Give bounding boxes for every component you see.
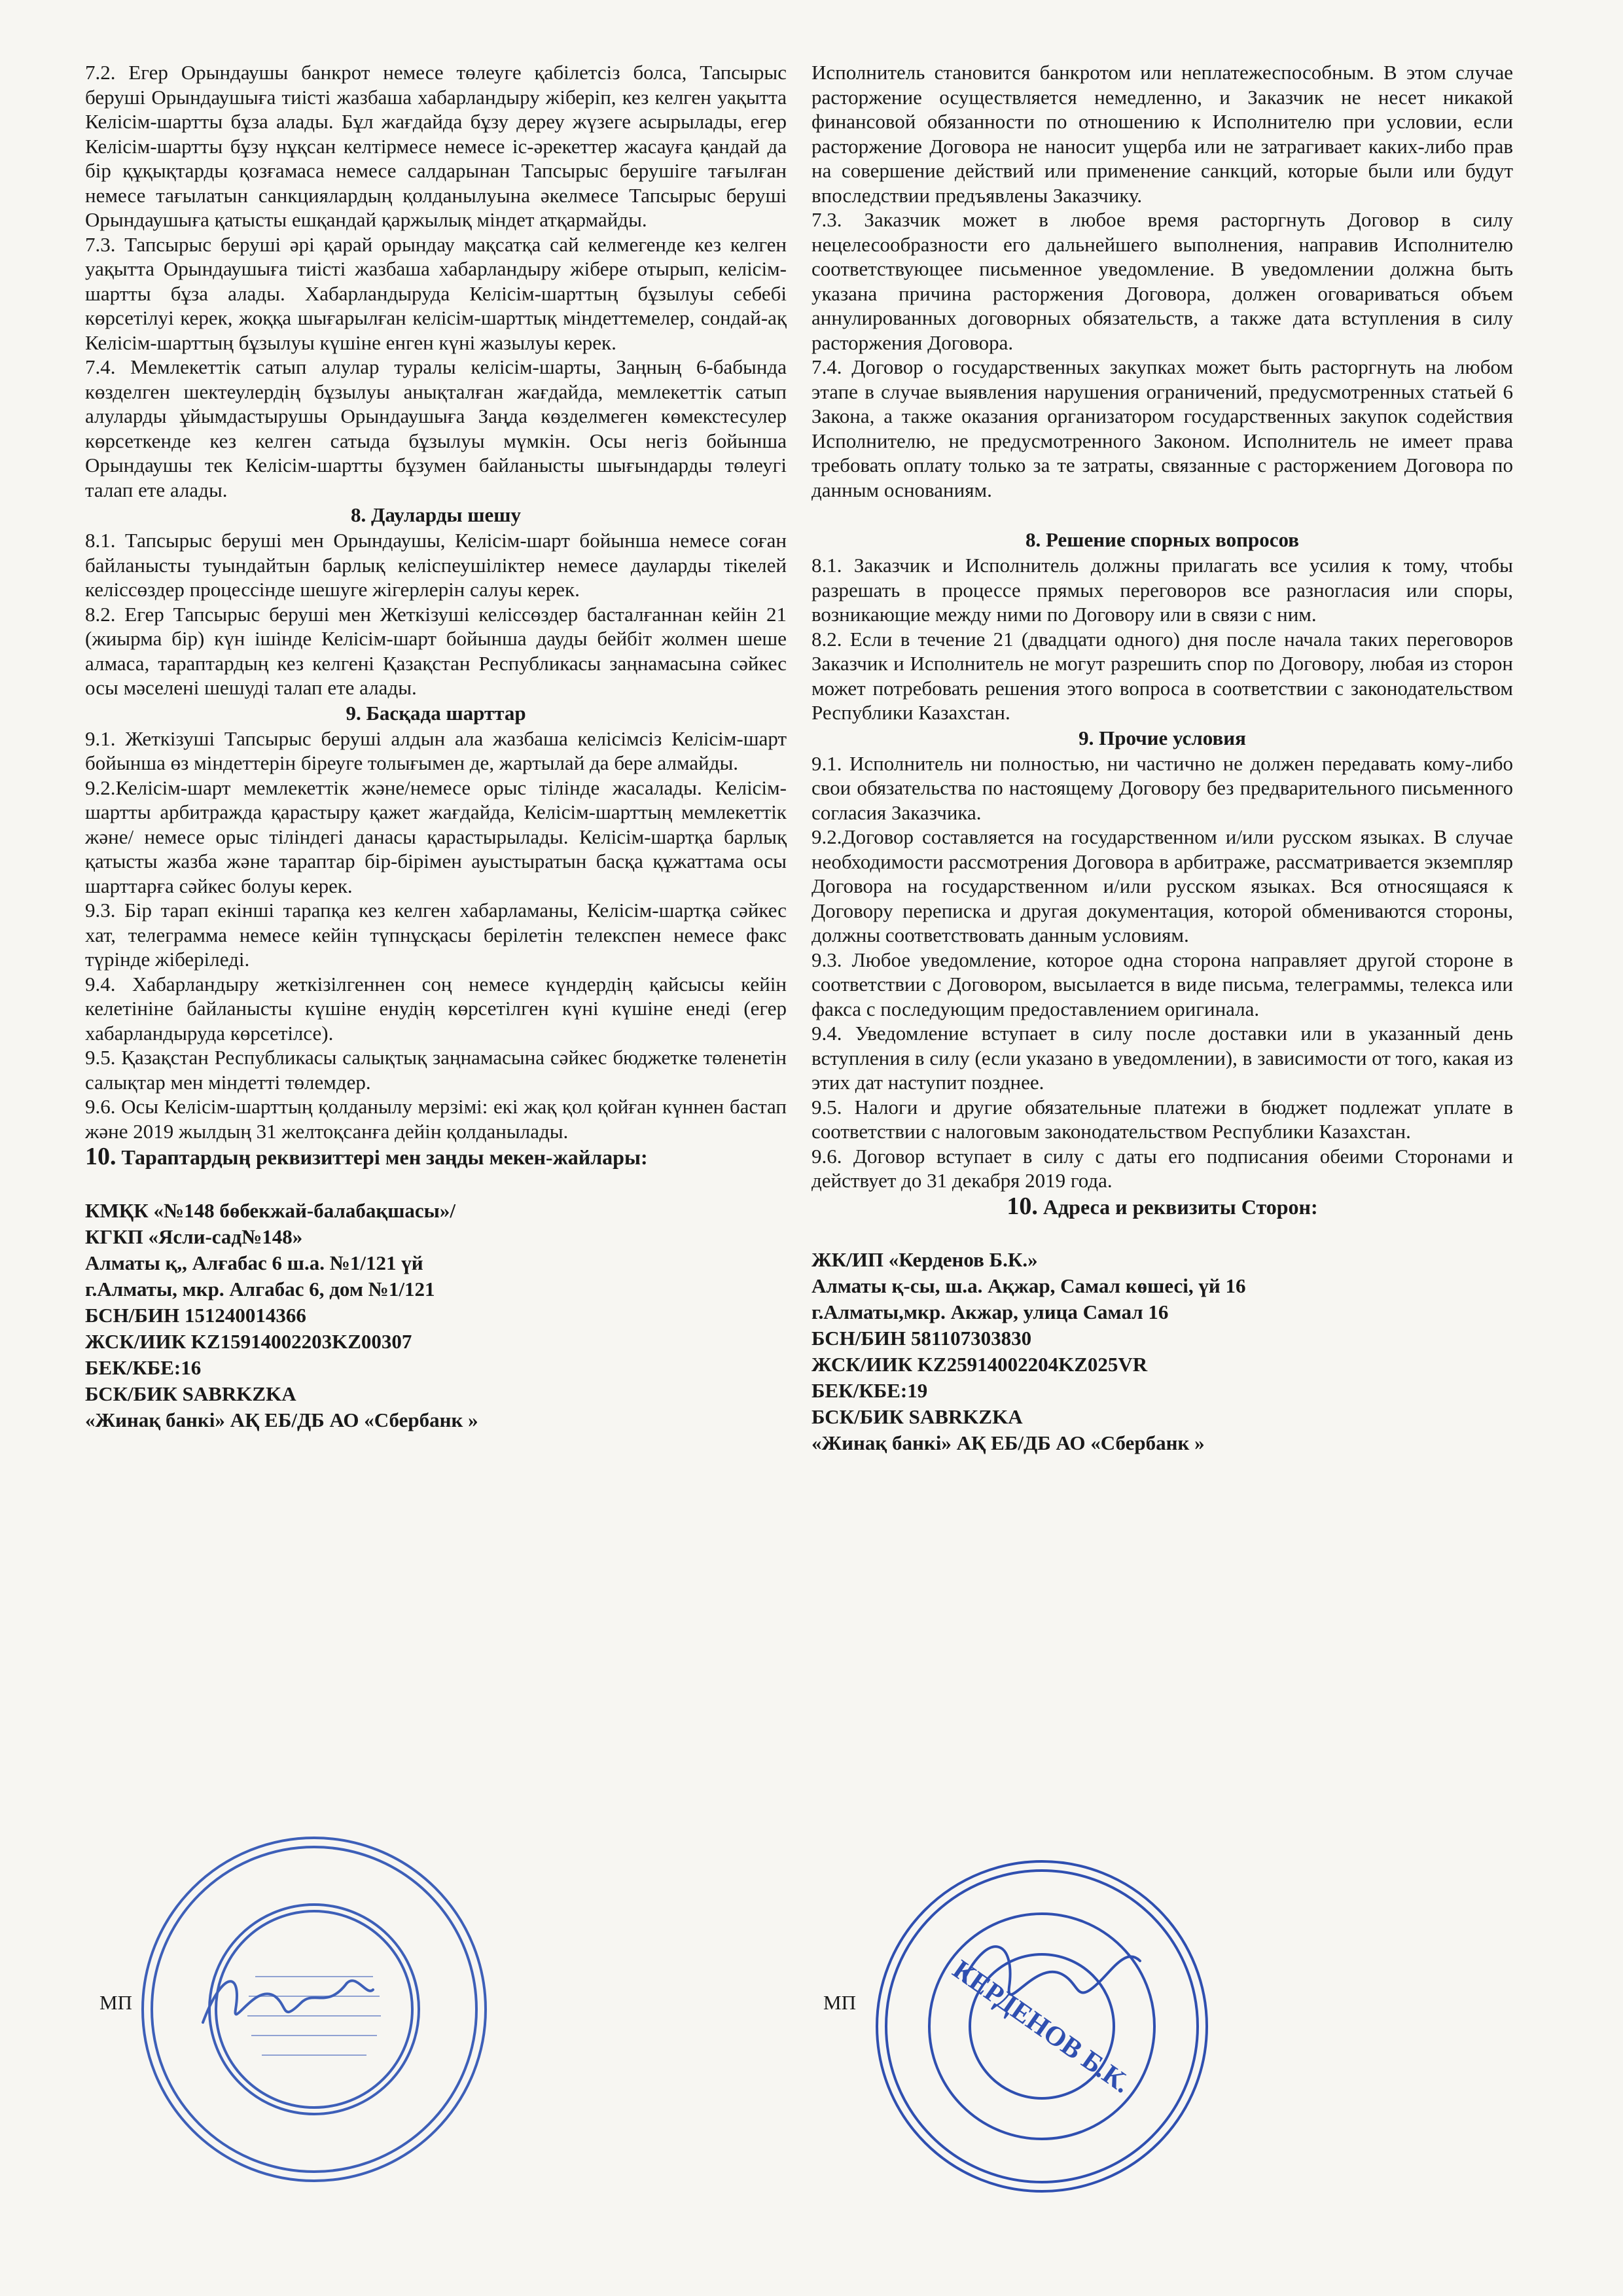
kz-heading-8: 8. Дауларды шешу [351, 503, 521, 526]
kz-seal-place-label: МП [99, 1991, 132, 2014]
kz-clause-9-2: 9.2.Келісім-шарт мемлекеттік және/немесе орыс тілінде жасалады. Келісім-шартты арбитражда қарастыру қажет жағдайда, Келісім-шарттың мемлекеттік және/ немесе орыс тіліндегі данасы қарастырылады. Келісім-шартқа барлық қатысты жазба және тараптар бір-бірімен ауыстыратын басқа құжаттама осы шарттарға сәйкес болуы керек. [85, 776, 787, 897]
kz-requisite-line: г.Алматы, мкр. Алгабас 6, дом №1/121 [85, 1277, 435, 1300]
kazakh-column [85, 60, 787, 1433]
ru-clause-9-1: 9.1. Исполнитель ни полностью, ни частично не должен передавать кому-либо свои обязательства по настоящему Договору без предварительного письменного согласия Заказчика. [812, 751, 1513, 824]
ru-seal-place-label: МП [823, 1991, 856, 2014]
kz-clause-8-1: 8.1. Тапсырыс беруші мен Орындаушы, Келісім-шарт бойынша немесе соған байланысты туындайтын барлық келіспеушіліктер немесе дауларды тікелей келіссөздер процессінде шешуге жігерлерін салуы керек. [85, 529, 787, 601]
kz-requisite-line: КМҚК «№148 бөбекжай-балабақшасы»/ [85, 1198, 455, 1222]
russian-column [812, 60, 1513, 1456]
kz-clause-7-2: 7.2. Егер Орындаушы банкрот немесе төлеуге қабілетсіз болса, Тапсырыс беруші Орындаушыға тиісті жазбаша хабарландыру жіберіп, кез келген уақытта Келісім-шартты бұза алады. Бұл жағдайда бұзу дереу жүзеге асырылады, егер Келісім-шартты бұзу нұқсан келтірмесе немесе іс-әрекеттер жасауға қандай да бір құқықтарды қозғамаса немесе салдарынан Тапсырыс берушіге тағылған немесе тағылатын санкциялардың қолданылуына әкелмесе Тапсырыс беруші Орындаушыға қатысты ешқандай қаржылық міндет атқармайды. [85, 61, 787, 231]
ru-entrepreneur-stamp [865, 1850, 1219, 2203]
kz-heading-9: 9. Басқада шарттар [346, 701, 526, 725]
ru-clause-7-3: 7.3. Заказчик может в любое время расторгнуть Договор в силу нецелесообразности его дальнейшего выполнения, направив Исполнителю соответствующее письменное уведомление. В уведомлении должна быть указана причина расторжения Договора, должен оговариваться объем аннулированных договорных обязательств, а также дата вступления в силу расторжения Договора. [812, 208, 1513, 354]
kz-clause-7-4: 7.4. Мемлекеттік сатып алулар туралы келісім-шарты, Заңның 6-бабында көзделген шектеулердің бұзылуы анықталған жағдайда, мемлекеттік сатып алуларды ұйымдастырушы Орындаушыға Заңда көзделмеген көмекстесулер көрсеткенде кез келген сатыда бұзылуы мүмкін. Осы негіз бойынша Орындаушы тек Келісім-шартты бұзумен байланысты шығындарды төлеугі талап ете алады. [85, 355, 787, 501]
ru-requisites-block [812, 1247, 1513, 1456]
ru-heading-10: 10. Адреса и реквизиты Сторон: [1007, 1192, 1318, 1220]
kz-clause-9-1: 9.1. Жеткізуші Тапсырыс беруші алдын ала жазбаша келісімсіз Келісім-шарт бойынша өз міндеттерін біреуге толығымен де, жартылай да бере алмайды. [85, 726, 787, 774]
ru-heading-8: 8. Решение спорных вопросов [1026, 528, 1299, 551]
kz-requisite-line: БЕК/КБЕ:16 [85, 1355, 202, 1379]
kz-clause-9-4: 9.4. Хабарландыру жеткізілгеннен соң немесе күндердің қайсысы кейін келетініне байланысты күшіне енудің көрсетілген күні күшіне енеді (егер хабарландыруда көрсетілсе). [85, 972, 787, 1045]
ru-clause-8-2: 8.2. Если в течение 21 (двадцати одного) дня после начала таких переговоров Заказчик и Исполнитель не могут разрешить спор по Договору, любая из сторон может потребовать решения этого вопроса в соответствии с законодательством Республики Казахстан. [812, 627, 1513, 724]
ru-requisite-line: БСК/БИК SABRKZKA [812, 1405, 1023, 1428]
ru-clause-7-4: 7.4. Договор о государственных закупках может быть расторгнуть на любом этапе в случае выявления нарушения ограничений, предусмотренных статьей 6 Закона, а также оказания организатором государственных закупок содействия Исполнителю, не предусмотренного Законом. Исполнитель не имеет права требовать оплату только за те затраты, связанные с расторжением Договора по данным основаниям. [812, 355, 1513, 501]
ru-requisite-line: г.Алматы,мкр. Акжар, улица Самал 16 [812, 1300, 1169, 1323]
kz-requisites-block [85, 1198, 787, 1433]
ru-clause-9-6: 9.6. Договор вступает в силу с даты его подписания обеими Сторонами и действует до 31 декабря 2019 года. [812, 1144, 1513, 1192]
ru-heading-9: 9. Прочие условия [1079, 726, 1246, 749]
kz-clause-7-3: 7.3. Тапсырыс беруші әрі қарай орындау мақсатқа сай келмегенде кез келген уақытта Орындаушыға тиісті жазбаша хабарландыру жібере отырып, келісім-шартты бұза алады. Хабарландыруда Келісім-шарттың бұзылуы себебі көрсетілуі керек, жоққа шығарылған келісім-шарттық міндеттемелер, сондай-ақ Келісім-шарттың бұзылуы күшіне енген күні жазылуы керек. [85, 232, 787, 354]
kz-requisite-line: БСН/БИН 151240014366 [85, 1303, 306, 1327]
ru-requisite-line: ЖСК/ИИК KZ25914002204KZ025VR [812, 1353, 1148, 1376]
kz-clause-9-3: 9.3. Бір тарап екінші тарапқа кез келген хабарламаны, Келісім-шартқа сәйкес хат, телеграмма немесе кейін түпнұсқасы берілетін телекспен немесе факс түрінде жіберіледі. [85, 899, 787, 971]
ru-clause-9-4: 9.4. Уведомление вступает в силу после доставки или в указанный день вступления в силу (если указано в уведомлении), в зависимости от того, какая из этих дат наступит позднее. [812, 1022, 1513, 1094]
ru-requisite-line: БЕК/КБЕ:19 [812, 1379, 928, 1402]
kz-clause-9-6: 9.6. Осы Келісім-шарттың қолданылу мерзімі: екі жақ қол қойған күннен бастап және 2019 жылдың 31 желтоқсанға дейін қолданылады. [85, 1095, 787, 1143]
ru-clause-8-1: 8.1. Заказчик и Исполнитель должны прилагать все усилия к тому, чтобы разрешать в процессе прямых переговоров все разногласия или споры, возникающие между ними по Договору или в связи с ним. [812, 554, 1513, 626]
kz-clause-9-5: 9.5. Қазақстан Республикасы салықтық заңнамасына сәйкес бюджетке төленетін салықтар мен міндетті төлемдер. [85, 1046, 787, 1094]
ru-requisite-line: «Жинақ банкі» АҚ ЕБ/ДБ АО «Сбербанк » [812, 1431, 1205, 1454]
ru-requisite-line: ЖК/ИП «Керденов Б.К.» [812, 1248, 1038, 1271]
ru-clause-9-2: 9.2.Договор составляется на государственном и/или русском языках. В случае необходимости рассмотрения Договора в арбитраже, рассматривается экземпляр Договора на государственном и/или русском языках. Вся относящаяся к Договору переписка и другая документация, которой обмениваются стороны, должны соответствовать данным условиям. [812, 825, 1513, 946]
kz-requisite-line: Алматы қ,, Алғабас 6 ш.а. №1/121 үй [85, 1251, 423, 1274]
kz-requisite-line: ЖСК/ИИК KZ15914002203KZ00307 [85, 1329, 412, 1353]
ru-clause-7-2-cont: Исполнитель становится банкротом или неплатежеспособным. В этом случае расторжение осуществляется немедленно, и Заказчик не несет никакой финансовой обязанности по отношению к Исполнителю при условии, если расторжение Договора не наносит ущерба или не затрагивает каких-либо прав на совершение действий или применение санкций, которые были или будут впоследствии предъявлены Заказчику. [812, 61, 1513, 207]
ru-requisite-line: БСН/БИН 581107303830 [812, 1327, 1032, 1350]
ru-clause-9-3: 9.3. Любое уведомление, которое одна сторона направляет другой стороне в соответствии с Договором, высылается в виде письма, телеграммы, телекса или факса с последующим предоставлением оригинала. [812, 948, 1513, 1020]
kz-requisite-line: КГКП «Ясли-сад№148» [85, 1225, 303, 1248]
kz-signature [196, 1957, 380, 2049]
kz-requisite-line: «Жинақ банкі» АҚ ЕБ/ДБ АО «Сбербанк » [85, 1408, 478, 1431]
kz-requisite-line: БСК/БИК SABRKZKA [85, 1382, 296, 1405]
kz-clause-8-2: 8.2. Егер Тапсырыс беруші мен Жеткізуші келіссөздер басталғаннан кейін 21 (жиырма бір) күн ішінде Келісім-шарт бойынша дауды бейбіт жолмен шеше алмаса, тараптардың кез келгені Қазақстан Республикасы заңнамасына сәйкес осы мәселені шешуді талап ете алады. [85, 602, 787, 699]
kz-heading-10: 10. Тараптардың реквизиттері мен заңды мекен-жайлары: [85, 1143, 648, 1170]
ru-requisite-line: Алматы қ-сы, ш.а. Ақжар, Самал көшесі, үй 16 [812, 1274, 1246, 1297]
ru-stamp-center-name: КЕРДЕНОВ Б.К. [947, 1954, 1136, 2100]
ru-clause-9-5: 9.5. Налоги и другие обязательные платежи в бюджет подлежат уплате в соответствии с налоговым законодательством Республики Казахстан. [812, 1095, 1513, 1143]
